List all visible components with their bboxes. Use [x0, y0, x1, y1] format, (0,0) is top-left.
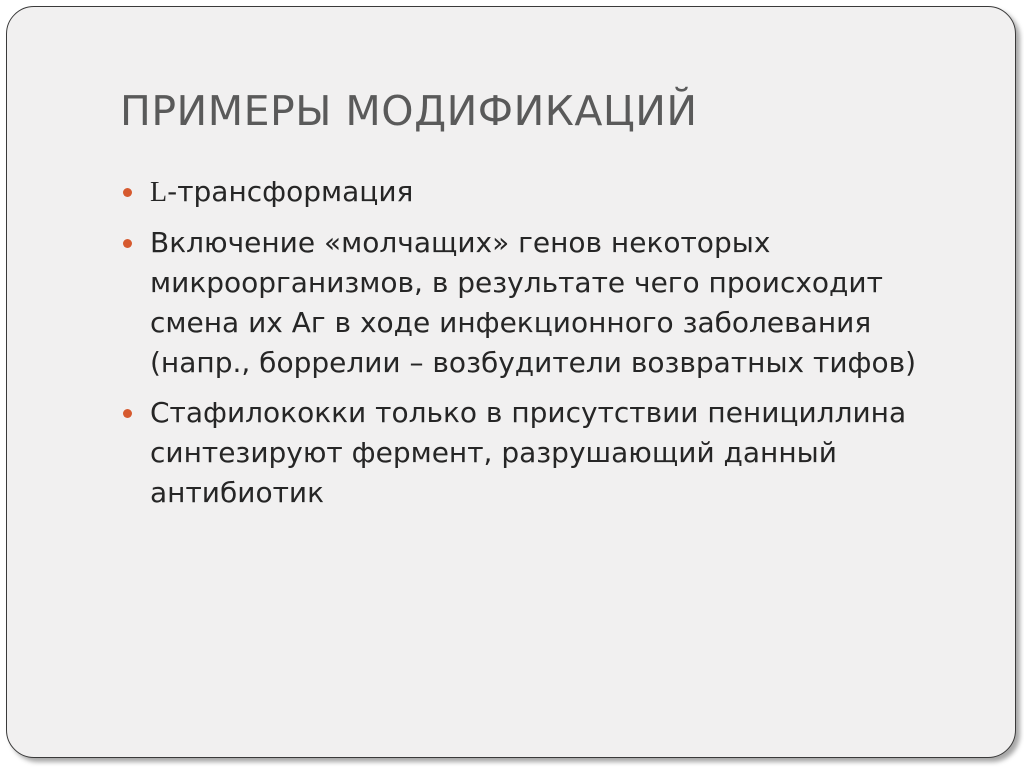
bullet-text: Стафилококки только в присутствии пенициллина синтезируют фермент, разрушающий данный антибиотик	[150, 396, 907, 509]
bullet-dot-icon	[123, 409, 132, 418]
bullet-dot-icon	[123, 188, 132, 197]
bullet-item	[120, 393, 960, 513]
slide-title: ПРИМЕРЫ МОДИФИКАЦИЙ	[120, 87, 698, 135]
bullet-item	[120, 223, 960, 383]
slide	[6, 6, 1016, 758]
bullet-text: Включение «молчащих» генов некоторых микроорганизмов, в результате чего происходит смена их Аг в ходе инфекционного заболевания (напр., боррелии – возбудители возвратных тифов)	[150, 226, 917, 379]
bullet-item	[120, 172, 960, 213]
bullet-text-body: -трансформация	[167, 175, 414, 208]
bullet-text	[150, 175, 413, 208]
bullet-list	[120, 172, 960, 523]
bullet-prefix: L	[150, 177, 168, 208]
bullet-dot-icon	[123, 239, 132, 248]
